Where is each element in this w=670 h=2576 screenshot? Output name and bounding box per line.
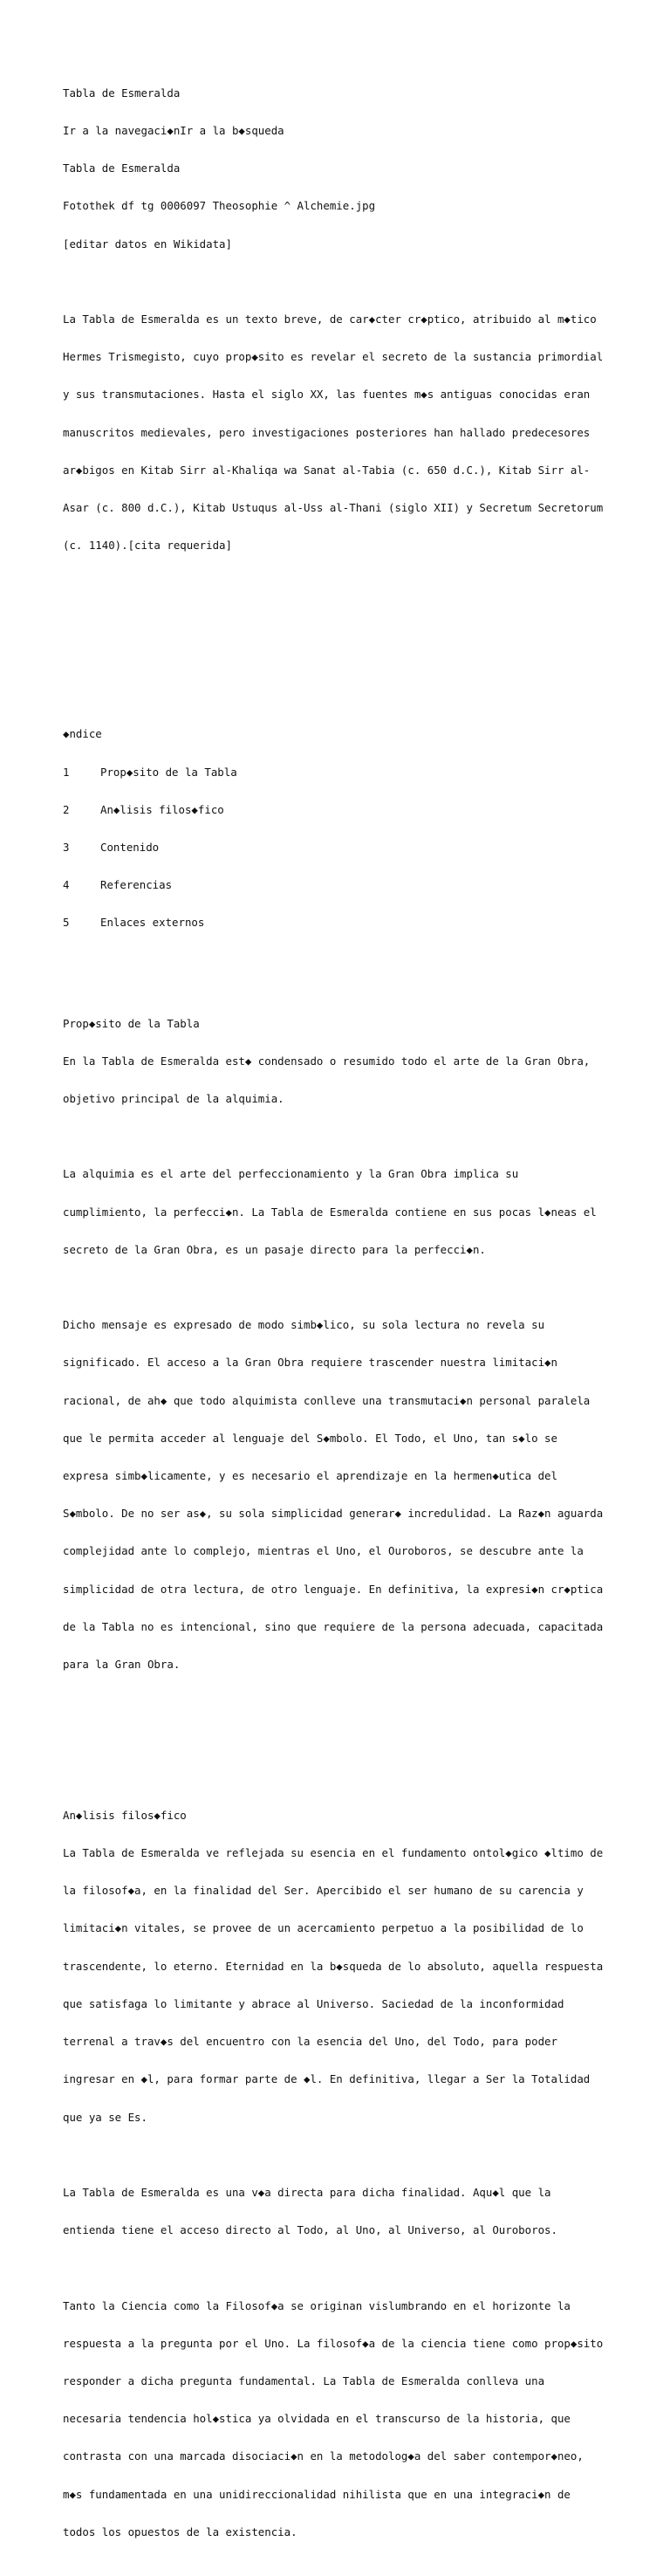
paragraph-line: ingresar en ◆l, para formar parte de ◆l. En definitiva, llegar a Ser la Totalidad	[63, 2072, 591, 2086]
paragraph-line: secreto de la Gran Obra, es un pasaje directo para la perfecci◆n.	[63, 1242, 486, 1256]
paragraph-line: expresa simb◆licamente, y es necesario el aprendizaje en la hermen◆utica del	[63, 1469, 557, 1483]
image-caption: Fotothek df tg 0006097 Theosophie ^ Alchemie.jpg	[63, 199, 376, 213]
toc-item-number: 2	[63, 802, 70, 816]
toc-item-number: 4	[63, 878, 70, 892]
paragraph-line: La alquimia es el arte del perfeccionamiento y la Gran Obra implica su	[63, 1167, 519, 1181]
spacer	[63, 1734, 621, 1746]
paragraph-line: necesaria tendencia hol◆stica ya olvidada en el transcurso de la historia, que	[63, 2412, 571, 2426]
toc-item-number: 5	[63, 916, 70, 930]
paragraph-line: la filosof◆a, en la finalidad del Ser. Apercibido el ser humano de su carencia y	[63, 1884, 584, 1898]
paragraph-line: que satisfaga lo limitante y abrace al Universo. Saciedad de la inconformidad	[63, 1996, 564, 2010]
toc-heading: ◆ndice	[63, 727, 102, 741]
document-page	[63, 62, 621, 2576]
table-of-contents	[63, 704, 621, 955]
toc-item-label: Contenido	[100, 840, 160, 854]
paragraph-line: contrasta con una marcada disociaci◆n en la metodolog◆a del saber contempor◆neo,	[63, 2449, 584, 2463]
paragraph-line: manuscritos medievales, pero investigaciones posteriores han hallado predecesores	[63, 425, 591, 439]
paragraph-line: que le permita acceder al lenguaje del S◆mbolo. El Todo, el Uno, tan s◆lo se	[63, 1431, 557, 1445]
toc-item-number: 3	[63, 840, 70, 854]
paragraph-line: En la Tabla de Esmeralda est◆ condensado o resumido todo el arte de la Gran Obra,	[63, 1054, 591, 1068]
toc-item-label: Prop◆sito de la Tabla	[100, 765, 237, 779]
paragraph-line: (c. 1140).[cita requerida]	[63, 539, 232, 553]
paragraph-line: significado. El acceso a la Gran Obra requiere trascender nuestra limitaci◆n	[63, 1356, 557, 1370]
toc-item-label: An◆lisis filos◆fico	[100, 802, 224, 816]
section-heading: Prop◆sito de la Tabla	[63, 1016, 200, 1030]
paragraph-line: limitaci◆n vitales, se provee de un acercamiento perpetuo a la posibilidad de lo	[63, 1921, 584, 1935]
paragraph-line: cumplimiento, la perfecci◆n. La Tabla de Esmeralda contiene en sus pocas l◆neas el	[63, 1205, 597, 1219]
paragraph-line: ar◆bigos en Kitab Sirr al-Khaliqa wa Sanat al-Tabia (c. 650 d.C.), Kitab Sirr al-	[63, 463, 591, 477]
paragraph-line: m◆s fundamentada en una unidireccionalidad nihilista que en una integraci◆n de	[63, 2487, 571, 2501]
navigation-links[interactable]: Ir a la navegaci◆nIr a la b◆squeda	[63, 124, 284, 138]
section-heading: An◆lisis filos◆fico	[63, 1808, 187, 1822]
edit-wikidata-link[interactable]: [editar datos en Wikidata]	[63, 237, 232, 251]
section-analisis	[63, 1784, 621, 2564]
paragraph-line: complejidad ante lo complejo, mientras el Uno, el Ouroboros, se descubre ante la	[63, 1544, 584, 1558]
paragraph-line: Dicho mensaje es expresado de modo simb◆lico, su sola lectura no revela su	[63, 1318, 545, 1332]
page-subtitle: Tabla de Esmeralda	[63, 161, 181, 175]
paragraph-line: Asar (c. 800 d.C.), Kitab Ustuqus al-Uss al-Thani (siglo XII) y Secretum Secretorum	[63, 501, 604, 515]
paragraph-line: trascendente, lo eterno. Eternidad en la b◆squeda de lo absoluto, aquella respuesta	[63, 1959, 604, 1973]
paragraph-line: Tanto la Ciencia como la Filosof◆a se originan vislumbrando en el horizonte la	[63, 2298, 571, 2312]
paragraph-line: simplicidad de otra lectura, de otro lenguaje. En definitiva, la expresi◆n cr◆ptica	[63, 1582, 604, 1596]
paragraph-line: entienda tiene el acceso directo al Todo, al Uno, al Universo, al Ouroboros.	[63, 2223, 557, 2237]
paragraph-line: objetivo principal de la alquimia.	[63, 1091, 284, 1105]
page-title: Tabla de Esmeralda	[63, 86, 181, 100]
paragraph-line: racional, de ah◆ que todo alquimista conlleve una transmutaci◆n personal paralela	[63, 1393, 591, 1407]
paragraph-line: y sus transmutaciones. Hasta el siglo XX, las fuentes m◆s antiguas conocidas eran	[63, 388, 591, 402]
spacer	[63, 2262, 621, 2274]
spacer	[63, 615, 621, 641]
paragraph-line: S◆mbolo. De no ser as◆, su sola simplicidad generar◆ incredulidad. La Raz◆n aguarda	[63, 1507, 604, 1521]
toc-item[interactable]	[63, 804, 621, 816]
section-proposito	[63, 993, 621, 1696]
paragraph-line: todos los opuestos de la existencia.	[63, 2524, 297, 2538]
paragraph-line: responder a dicha pregunta fundamental. La Tabla de Esmeralda conlleva una	[63, 2373, 545, 2387]
toc-item-label: Enlaces externos	[100, 916, 205, 930]
paragraph-line: La Tabla de Esmeralda ve reflejada su esencia en el fundamento ontol◆gico ◆ltimo de	[63, 1846, 604, 1860]
toc-item[interactable]	[63, 841, 621, 854]
toc-item[interactable]	[63, 766, 621, 779]
spacer	[63, 1281, 621, 1294]
toc-item[interactable]	[63, 879, 621, 891]
paragraph-line: respuesta a la pregunta por el Uno. La filosof◆a de la ciencia tiene como prop◆sito	[63, 2336, 604, 2350]
paragraph-line: La Tabla de Esmeralda es una v◆a directa para dicha finalidad. Aqu◆l que la	[63, 2185, 551, 2199]
toc-item-number: 1	[63, 765, 70, 779]
paragraph-line: para la Gran Obra.	[63, 1658, 181, 1672]
spacer	[63, 1130, 621, 1143]
paragraph-line: Hermes Trismegisto, cuyo prop◆sito es revelar el secreto de la sustancia primordial	[63, 350, 604, 364]
paragraph-line: de la Tabla no es intencional, sino que requiere de la persona adecuada, capacitada	[63, 1619, 604, 1633]
spacer	[63, 2149, 621, 2161]
paragraph-line: La Tabla de Esmeralda es un texto breve, de car◆cter cr◆ptico, atribuido al m◆tico	[63, 313, 597, 326]
paragraph-line: que ya se Es.	[63, 2110, 147, 2124]
paragraph-line: terrenal a trav◆s del encuentro con la esencia del Uno, del Todo, para poder	[63, 2035, 557, 2049]
toc-item[interactable]	[63, 917, 621, 929]
intro-paragraph	[63, 288, 621, 577]
toc-item-label: Referencias	[100, 878, 173, 892]
